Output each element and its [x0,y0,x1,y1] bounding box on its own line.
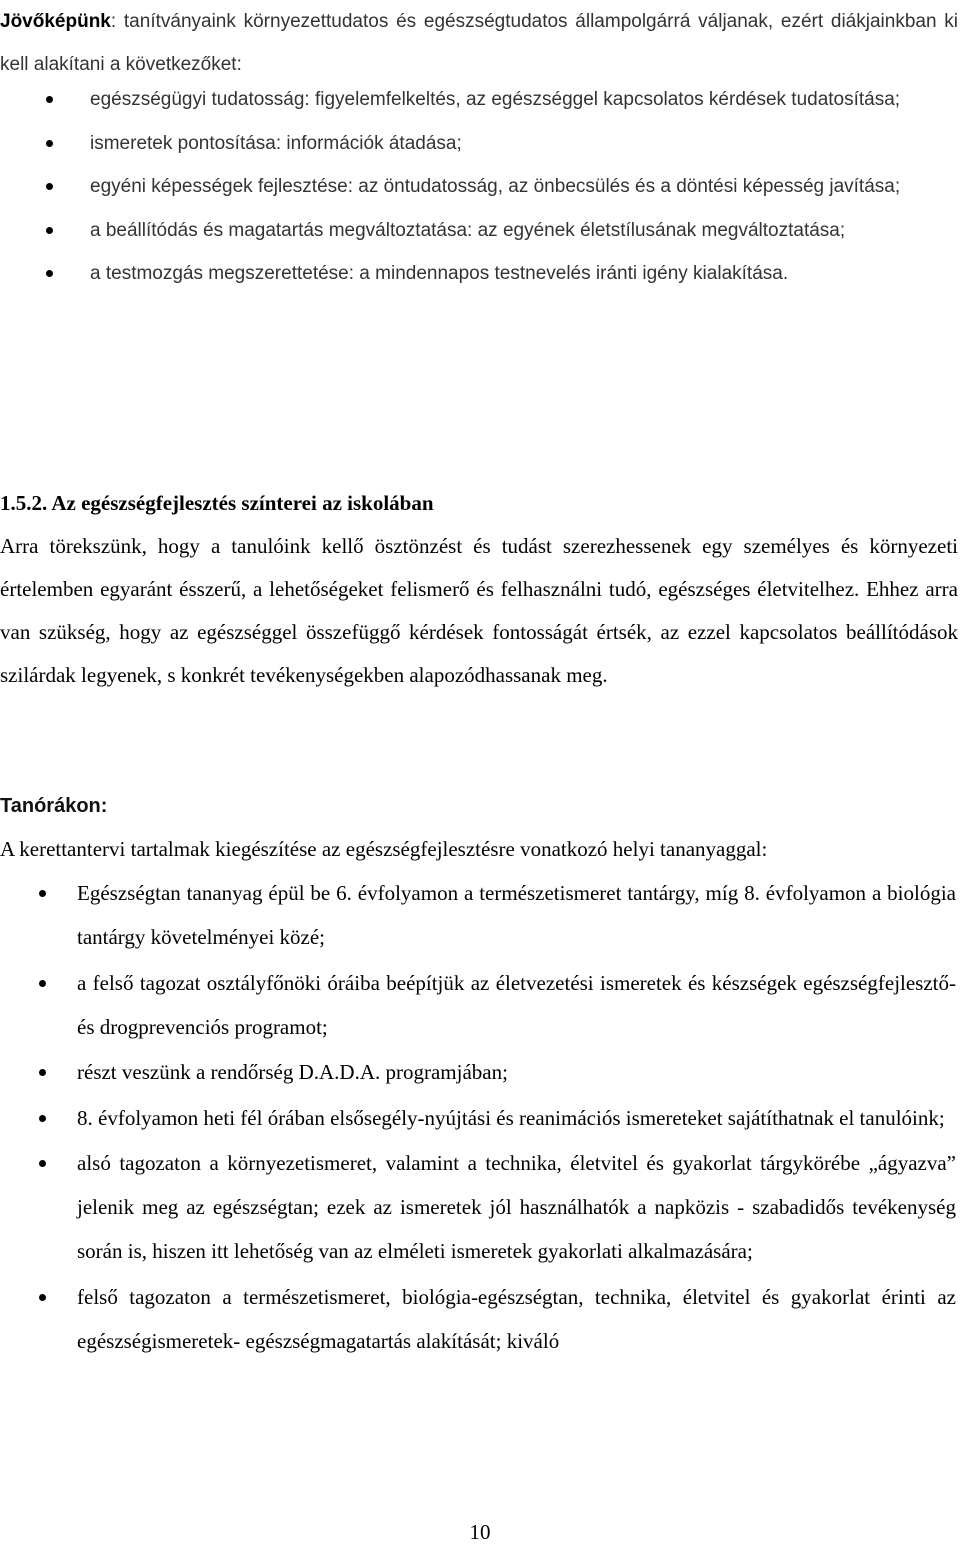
list-item-text: egészségügyi tudatosság: figyelemfelkeltés, az egészséggel kapcsolatos kérdések tudatosítása; [90,89,901,110]
list-item [0,1096,956,1140]
list-item [0,122,958,166]
bullet-icon [46,96,53,103]
list-item [0,165,958,209]
tanorakon-title: Tanórákon: [0,795,108,817]
list-item [0,252,958,296]
list-item-text: a testmozgás megszerettetése: a mindennapos testnevelés iránti igény kialakítása. [90,263,789,284]
bullet-icon [39,980,46,987]
intro-lead-word: Jövőképünk [0,11,111,32]
bullet-icon [46,140,53,147]
list-item [0,961,956,1049]
list-item-text: felső tagozaton a természetismeret, biológia-egészségtan, technika, életvitel és gyakorlat érinti az egészségismeretek- egészségmagatartás alakítását; kiváló [77,1284,956,1353]
bullet-icon [46,183,53,190]
bullet-icon [39,890,46,897]
list-item-text: 8. évfolyamon heti fél órában elsősegély-nyújtási és reanimációs ismereteket sajátíthatnak el tanulóink; [77,1105,945,1130]
list-item [0,209,958,253]
list-item-text: ismeretek pontosítása: információk átadása; [90,132,462,154]
bullet-icon [39,1115,46,1122]
page-number: 10 [469,1520,491,1544]
list-item-text: egyéni képességek fejlesztése: az öntudatosság, az önbecsülés és a döntési képesség javítása; [90,176,901,197]
list-item [0,1275,956,1363]
list-item-text: a felső tagozat osztályfőnöki óráiba beépítjük az életvezetési ismeretek és készségek egészségfejlesztő- és drogprevenciós programot; [77,970,956,1039]
top-bullet-list [0,78,958,296]
intro-paragraph [0,0,958,86]
bullet-icon [39,1069,46,1076]
bottom-bullet-list [0,871,956,1364]
list-item [0,871,956,959]
bullet-icon [46,270,53,277]
list-item-text: részt veszünk a rendőrség D.A.D.A. programjában; [77,1060,508,1084]
list-item [0,1141,956,1273]
bullet-icon [46,227,53,234]
intro-text: : tanítványaink környezettudatos és egészségtudatos állampolgárrá váljanak, ezért diákjainkban ki kell alakítani a következőket: [0,11,958,75]
tanorakon-intro: A kerettantervi tartalmak kiegészítése az egészségfejlesztésre vonatkozó helyi tananyaggal: [0,837,768,861]
bullet-icon [39,1294,46,1301]
section-paragraph: Arra törekszünk, hogy a tanulóink kellő ösztönzést és tudást szerezhessenek egy személyes és környezeti értelemben egyaránt ésszerű, a lehetőségeket felismerő és felhasználni tudó, egészséges életvitelhez. Ehhez arra van szükség, hogy az egészséggel összefüggő kérdések fontosságát értsék, az ezzel kapcsolatos beállítódások szilárdak legyenek, s konkrét tevékenységekben alapozódhassanak meg. [0,534,958,687]
bullet-icon [39,1160,46,1167]
list-item-text: Egészségtan tananyag épül be 6. évfolyamon a természetismeret tantárgy, míg 8. évfolyamon a biológia tantárgy követelményei közé; [77,881,956,949]
list-item [0,78,958,122]
list-item-text: a beállítódás és magatartás megváltoztatása: az egyének életstílusának megváltoztatása; [90,219,846,241]
section-heading: 1.5.2. Az egészségfejlesztés színterei az iskolában [0,491,434,515]
list-item-text: alsó tagozaton a környezetismeret, valamint a technika, életvitel és gyakorlat tárgykörébe „ágyazva” jelenik meg az egészségtan; ezek az ismeretek jól használhatók a napközis - szabadidős tevékenység során is, hiszen itt lehetőség van az elméleti ismeretek gyakorlati alkalmazására; [77,1151,956,1263]
list-item [0,1050,956,1094]
